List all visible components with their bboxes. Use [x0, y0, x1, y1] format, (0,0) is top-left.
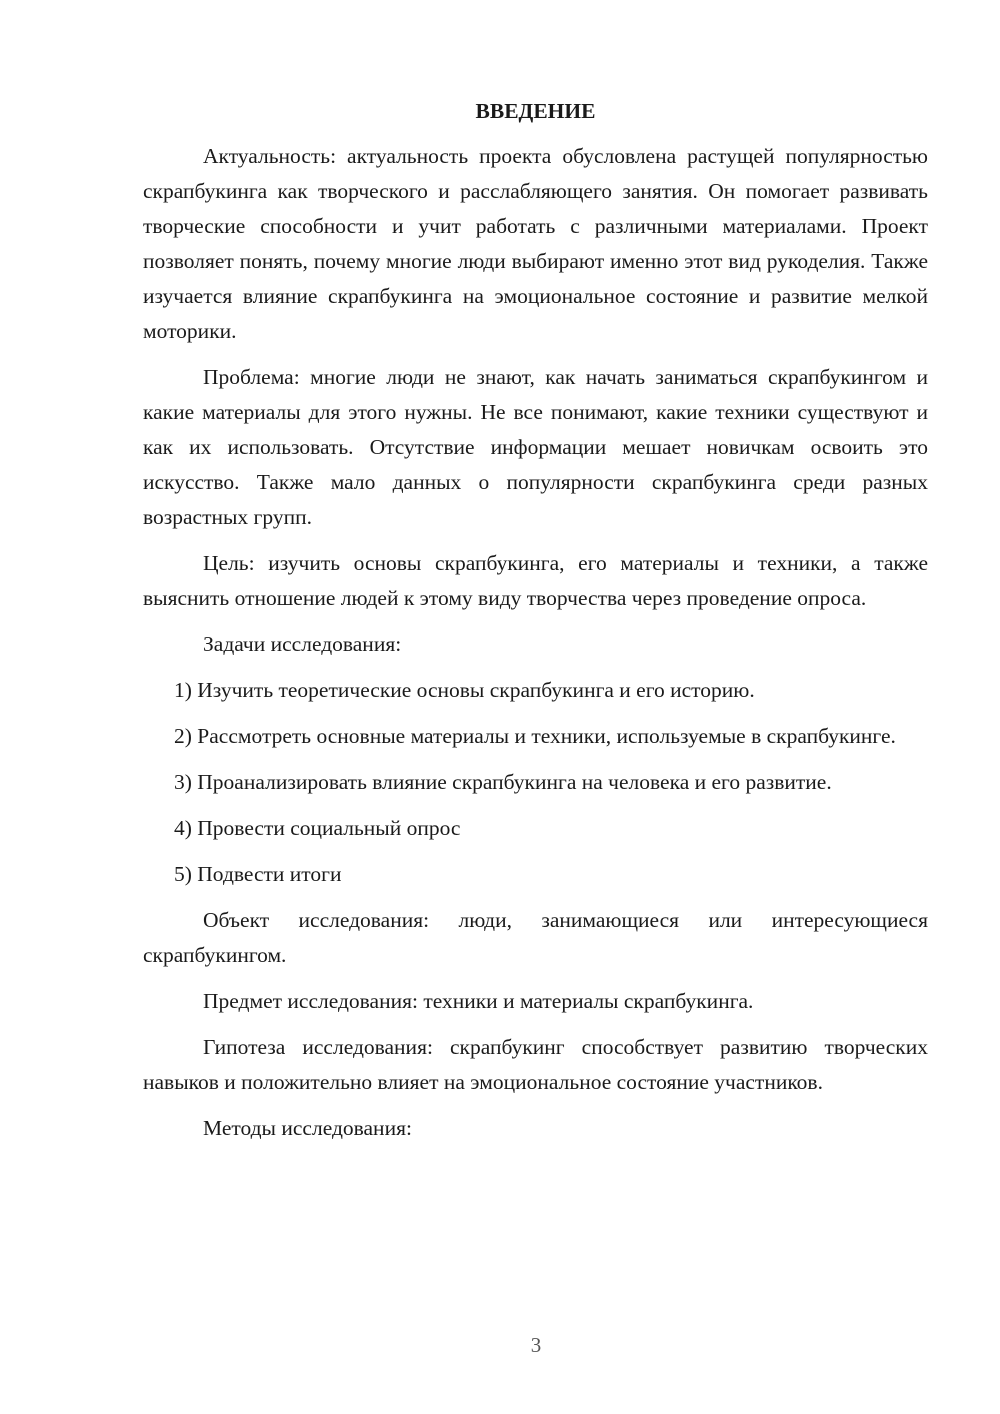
goal-paragraph: Цель: изучить основы скрапбукинга, его материалы и техники, а также выяснить отношение людей к этому виду творчества через проведение опроса. [143, 551, 928, 610]
problem-paragraph: Проблема: многие люди не знают, как начать заниматься скрапбукингом и какие материалы для этого нужны. Не все понимают, какие техники существуют и как их использовать. Отсутствие информации мешает новичкам освоить это искусство. Также мало данных о популярности скрапбукинга среди разных возрастных групп. [143, 365, 928, 529]
list-item: 4) Провести социальный опрос [174, 816, 461, 840]
hypothesis-paragraph: Гипотеза исследования: скрапбукинг способствует развитию творческих навыков и положительно влияет на эмоциональное состояние участников. [143, 1035, 928, 1094]
tasks-heading: Задачи исследования: [203, 632, 402, 656]
tasks-list [143, 673, 928, 892]
list-item: 1) Изучить теоретические основы скрапбукинга и его историю. [174, 678, 755, 702]
object-paragraph: Объект исследования: люди, занимающиеся или интересующиеся скрапбукингом. [143, 908, 928, 967]
page-number: 3 [530, 1333, 542, 1357]
subject-paragraph: Предмет исследования: техники и материалы скрапбукинга. [203, 989, 754, 1013]
page-content [143, 94, 928, 1157]
list-item: 3) Проанализировать влияние скрапбукинга на человека и его развитие. [174, 770, 832, 794]
relevance-paragraph: Актуальность: актуальность проекта обусловлена растущей популярностью скрапбукинга как творческого и расслабляющего занятия. Он помогает развивать творческие способности и учит работать с различными материалами. Проект позволяет понять, почему многие люди выбирают именно этот вид рукоделия. Также изучается влияние скрапбукинга на эмоциональное состояние и развитие мелкой моторики. [143, 144, 928, 343]
list-item: 2) Рассмотреть основные материалы и техники, используемые в скрапбукинге. [174, 724, 896, 748]
page-title: ВВЕДЕНИЕ [475, 99, 596, 123]
list-item: 5) Подвести итоги [174, 862, 342, 886]
methods-heading: Методы исследования: [203, 1116, 412, 1140]
